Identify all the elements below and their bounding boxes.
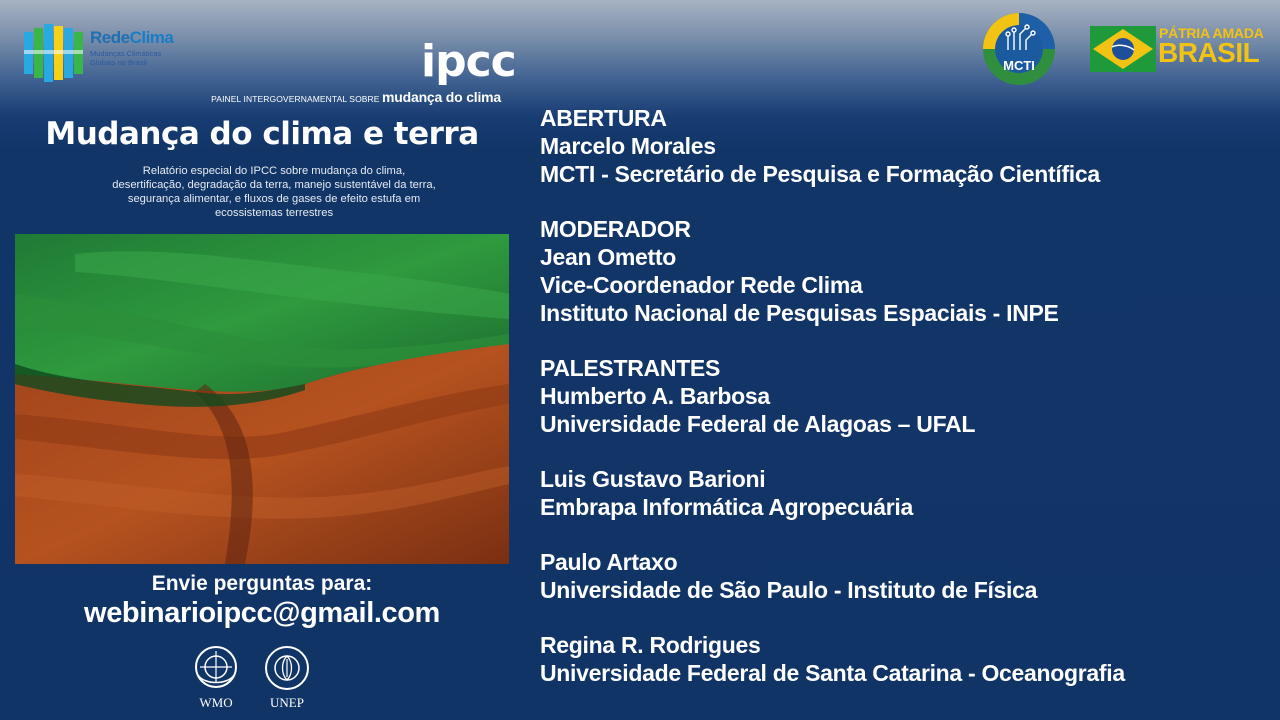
contact-email-link[interactable]: webinarioipcc@gmail.com xyxy=(84,597,440,629)
brasil-slogan-line1: PÁTRIA AMADA xyxy=(1159,25,1264,41)
wmo-label: WMO xyxy=(199,695,233,710)
unep-label: UNEP xyxy=(270,695,304,710)
speaker-name: Luis Gustavo Barioni xyxy=(540,466,766,492)
section-heading: ABERTURA xyxy=(540,105,667,131)
mcti-logo xyxy=(982,12,1056,86)
speaker-name: Humberto A. Barbosa xyxy=(540,383,770,409)
speaker-name: Marcelo Morales xyxy=(540,133,716,159)
speaker-affiliation: Universidade Federal de Santa Catarina - Oceanografia xyxy=(540,660,1125,686)
ipcc-subtitle-bold: mudança do clima xyxy=(382,89,501,105)
section-heading: PALESTRANTES xyxy=(540,355,720,381)
wmo-emblem-icon xyxy=(194,645,238,689)
speaker-affiliation: MCTI - Secretário de Pesquisa e Formação Científica xyxy=(540,161,1100,187)
program-section-moderator xyxy=(540,215,1260,327)
brasil-slogan-line2: BRASIL xyxy=(1158,37,1260,68)
program-list xyxy=(540,104,1260,687)
program-section-speakers xyxy=(540,354,1260,438)
wmo-logo xyxy=(189,645,243,711)
rede-clima-logo xyxy=(24,22,184,84)
rede-clima-name-part2: Clima xyxy=(129,28,174,47)
speaker-name: Jean Ometto xyxy=(540,244,677,270)
unep-logo xyxy=(259,645,315,711)
rede-clima-name-part1: Rede xyxy=(90,28,130,47)
ipcc-logo: ipcc xyxy=(421,36,516,87)
ipcc-subtitle-regular: PAINEL INTERGOVERNAMENTAL SOBRE xyxy=(211,94,380,104)
questions-label: Envie perguntas para: xyxy=(151,572,373,595)
speaker-affiliation: Universidade Federal de Alagoas – UFAL xyxy=(540,411,976,437)
speaker-name: Paulo Artaxo xyxy=(540,549,678,575)
landscape-photo xyxy=(15,234,509,564)
rede-clima-tagline-line2: Globais no Brasil xyxy=(90,58,147,67)
rede-clima-tagline-line1: Mudanças Climáticas xyxy=(90,49,162,58)
report-description: Relatório especial do IPCC sobre mudança do clima, desertificação, degradação da terra, manejo sustentável da terra, segurança alimentar, e fluxos de gases de efeito estufa em ecossistemas terrestres xyxy=(112,165,436,219)
unep-emblem-icon xyxy=(264,645,310,691)
speaker-affiliation: Embrapa Informática Agropecuária xyxy=(540,494,913,520)
program-speaker-entry xyxy=(540,631,1260,687)
rede-clima-name xyxy=(90,28,173,48)
speaker-role: Vice-Coordenador Rede Clima xyxy=(540,272,863,298)
mcti-circuit-icon xyxy=(982,12,1056,86)
speaker-affiliation: Instituto Nacional de Pesquisas Espaciais - INPE xyxy=(540,300,1059,326)
program-speaker-entry xyxy=(540,465,1260,521)
program-speaker-entry xyxy=(540,548,1260,604)
program-section-opening xyxy=(540,104,1260,188)
speaker-name: Regina R. Rodrigues xyxy=(540,632,761,658)
ipcc-subtitle xyxy=(188,89,501,105)
mcti-label: MCTI xyxy=(1003,58,1035,73)
section-heading: MODERADOR xyxy=(540,216,691,242)
speaker-affiliation: Universidade de São Paulo - Instituto de Física xyxy=(540,577,1038,603)
brasil-flag-icon xyxy=(1090,26,1156,72)
rede-clima-bars-icon xyxy=(24,24,84,82)
landscape-photo-illustration xyxy=(15,234,509,564)
report-title: Mudança do clima e terra xyxy=(45,116,479,152)
